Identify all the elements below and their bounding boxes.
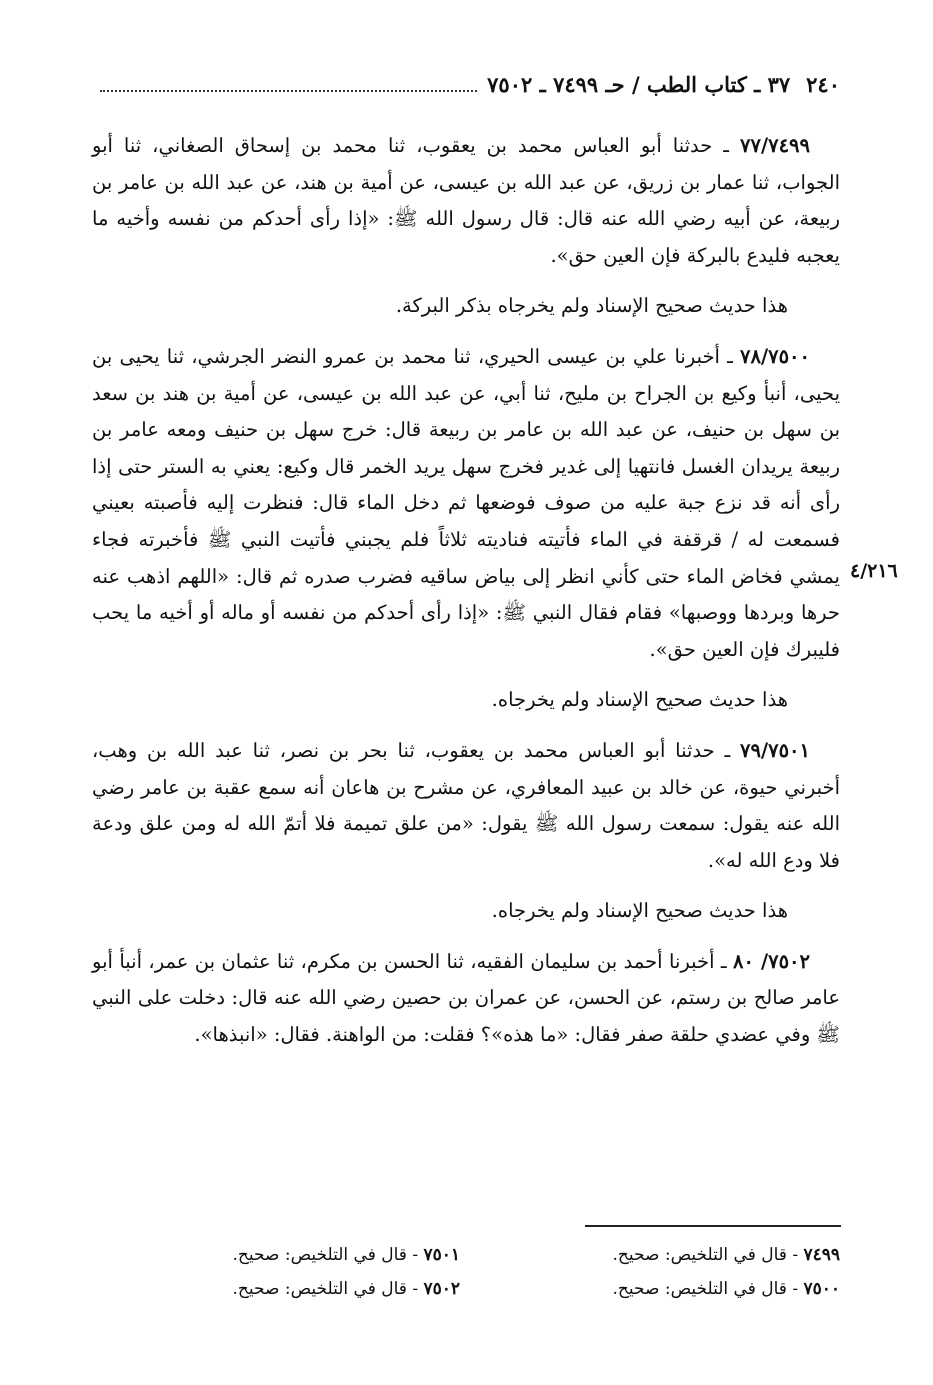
hadith-7502 [92, 944, 840, 1054]
hadith-text: ـ حدثنا أبو العباس محمد بن يعقوب، ثنا بحر بن نصر، ثنا عبد الله بن وهب، أخبرني حيوة، عن خالد بن عبيد المعافري، عن مشرح بن هاعان أنه سمع عقبة بن عامر رضي الله عنه يقول: سمعت رسول الله ﷺ يقول: «من علق تميمة فلا أتمّ الله له ومن علق ودعة فلا ودع الله له». [92, 738, 840, 872]
hadith-text: ـ أخبرنا أحمد بن سليمان الفقيه، ثنا الحسن بن مكرم، ثنا عثمان بن عمر، أنبأ أبو عامر صالح بن رستم، عن الحسن، عن عمران بن حصين رضي الله عنه قال: دخلت على النبي ﷺ وفي عضدي حلقة صفر فقال: «ما هذه»؟ فقلت: من الواهنة. فقال: «انبذها». [92, 949, 840, 1047]
footnote-number: ٧٥٠٠ [803, 1279, 840, 1299]
running-header [90, 72, 840, 106]
hadith-grading: هذا حديث صحيح الإسناد ولم يخرجاه. [491, 688, 788, 712]
hadith-number: ٧٩/٧٥٠١ [740, 738, 810, 762]
hadith-number: ٧٥٠٢/ ٨٠ [733, 949, 810, 973]
hadith-7501 [92, 733, 840, 879]
footnote-column-left [140, 1238, 460, 1306]
footnote-text: - قال في التلخيص: صحيح. [612, 1245, 804, 1265]
running-title: ٣٧ ـ كتاب الطب / حـ ٧٤٩٩ ـ ٧٥٠٢ [487, 72, 791, 97]
hadith-text: ـ أخبرنا علي بن عيسى الحيري، ثنا محمد بن عمرو النضر الجرشي، ثنا يحيى بن يحيى، أنبأ وكيع بن الجراح بن مليح، ثنا أبي، عن عبد الله بن عيسى، عن أمية بن هند بن سعد بن سهل بن حنيف، عن عبد الله بن عامر بن ربيعة قال: خرج سهل بن حنيف ومعه عامر بن ربيعة يريدان الغسل فانتهيا إلى غدير فخرج سهل يريد الخمر قال وكيع: يعني به الستر حتى إذا رأى أنه قد نزع جبة عليه من صوف فوضعها ثم دخل الماء قال: فنظرت إليه فأصبته بعيني فسمعت له / قرقفة في الماء فأتيته فناديته ثلاثاً فلم يجبني فأتيت النبي ﷺ فأخبرته فجاء يمشي فخاض الماء حتى كأني انظر إلى بياض ساقيه فضرب صدره ثم قال: «اللهم اذهب عنه حرها وبردها ووصبها» فقام فقال النبي ﷺ: «إذا رأى أحدكم من نفسه أو ماله أو أخيه ما يحب فليبرك فإن العين حق». [92, 344, 840, 661]
header-leader-dots [100, 76, 477, 92]
hadith-number: ٧٨/٧٥٠٠ [740, 344, 810, 368]
hadith-7500 [92, 339, 840, 668]
footnote-number: ٧٥٠١ [423, 1245, 460, 1265]
hadith-grading: هذا حديث صحيح الإسناد ولم يخرجاه بذكر البركة. [395, 294, 788, 318]
footnote-item [520, 1272, 840, 1306]
margin-volume-page-ref: ٤/٢١٦ [850, 560, 898, 582]
footnote-number: ٧٤٩٩ [803, 1245, 840, 1265]
footnote-text: - قال في التلخيص: صحيح. [612, 1279, 804, 1299]
footnote-item [520, 1238, 840, 1272]
footnote-item [140, 1272, 460, 1306]
footnote-number: ٧٥٠٢ [423, 1279, 460, 1299]
footnotes [140, 1238, 840, 1306]
page-number: ٢٤٠ [806, 72, 840, 97]
hadith-text: ـ حدثنا أبو العباس محمد بن يعقوب، ثنا محمد بن إسحاق الصغاني، ثنا أبو الجواب، ثنا عمار بن زريق، عن عبد الله بن عيسى، عن أمية بن هند، عن عبد الله بن عامر بن ربيعة، عن أبيه رضي الله عنه قال: قال رسول الله ﷺ: «إذا رأى أحدكم من نفسه وأخيه ما يعجبه فليدع بالبركة فإن العين حق». [92, 134, 840, 267]
footnote-separator [585, 1225, 841, 1227]
footnote-column-right [520, 1238, 840, 1306]
footnote-text: - قال في التلخيص: صحيح. [232, 1279, 424, 1299]
hadith-grading: هذا حديث صحيح الإسناد ولم يخرجاه. [491, 899, 788, 923]
footnote-item [140, 1238, 460, 1272]
hadith-number: ٧٧/٧٤٩٩ [740, 134, 810, 157]
main-text [92, 128, 840, 1068]
hadith-7499 [92, 128, 840, 274]
footnote-text: - قال في التلخيص: صحيح. [232, 1245, 424, 1265]
